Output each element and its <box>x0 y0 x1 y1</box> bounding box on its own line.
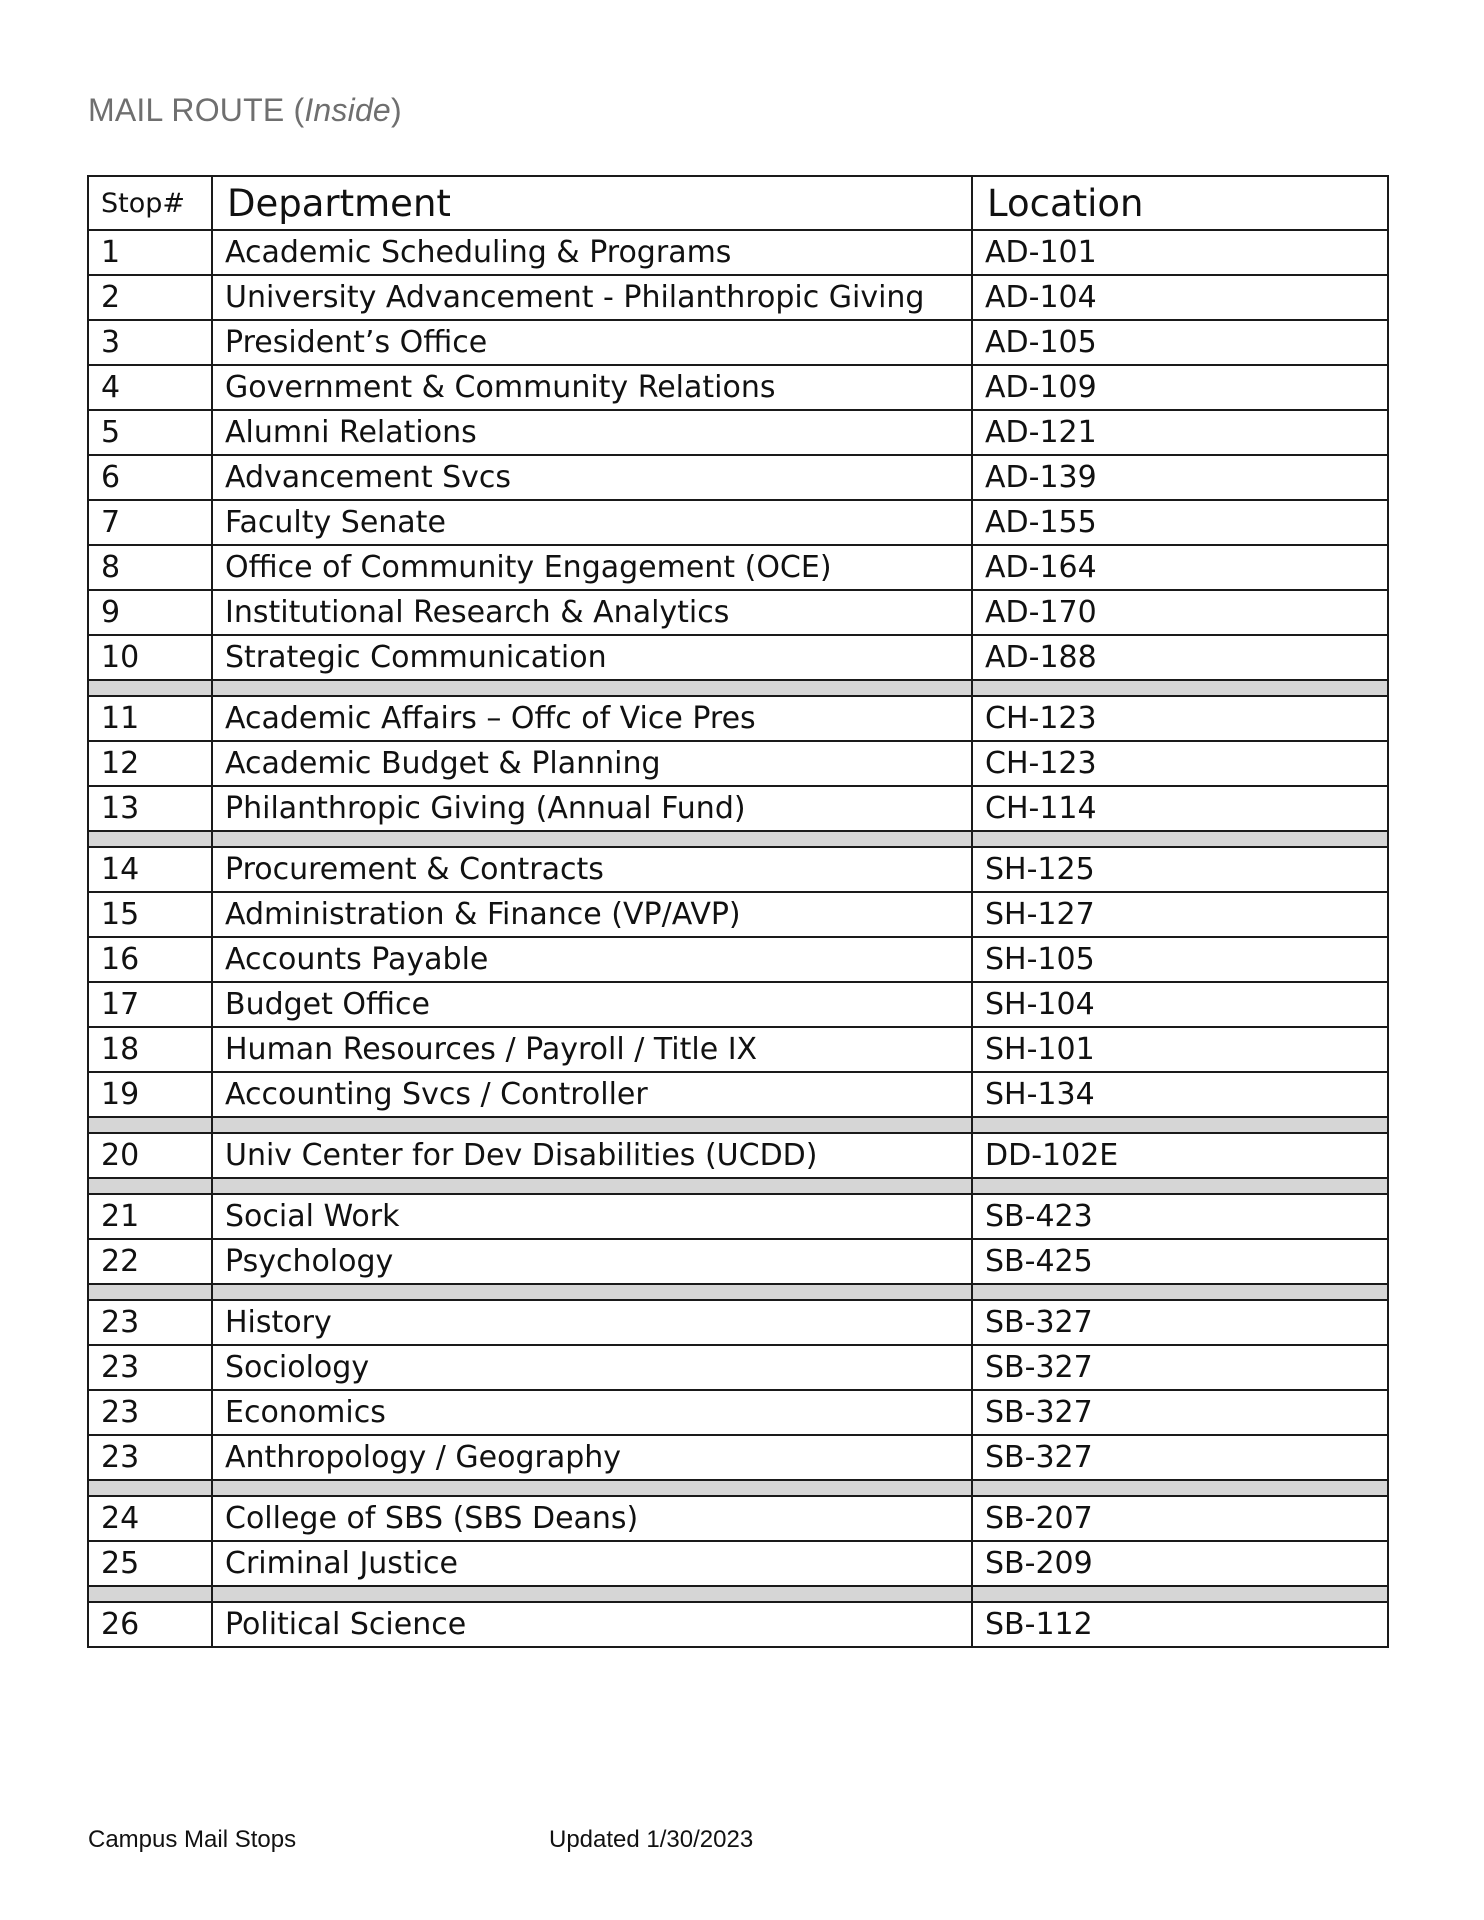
location-cell: SB-423 <box>972 1194 1388 1239</box>
stop-cell: 14 <box>88 847 212 892</box>
separator-cell <box>88 1284 212 1300</box>
department-cell: College of SBS (SBS Deans) <box>212 1496 972 1541</box>
separator-row <box>88 1117 1388 1133</box>
department-cell: Budget Office <box>212 982 972 1027</box>
stop-cell: 20 <box>88 1133 212 1178</box>
separator-row <box>88 1480 1388 1496</box>
stop-cell: 25 <box>88 1541 212 1586</box>
separator-cell <box>88 1586 212 1602</box>
stop-cell: 12 <box>88 741 212 786</box>
table-row <box>88 1390 1388 1435</box>
location-cell: SB-327 <box>972 1390 1388 1435</box>
stop-cell: 17 <box>88 982 212 1027</box>
location-cell: SB-207 <box>972 1496 1388 1541</box>
stop-cell: 23 <box>88 1390 212 1435</box>
location-cell: SB-425 <box>972 1239 1388 1284</box>
table-row <box>88 1194 1388 1239</box>
department-cell: President’s Office <box>212 320 972 365</box>
table-row <box>88 1496 1388 1541</box>
footer-left: Campus Mail Stops <box>88 1826 297 1853</box>
stop-cell: 21 <box>88 1194 212 1239</box>
location-cell: AD-101 <box>972 230 1388 275</box>
department-cell: Alumni Relations <box>212 410 972 455</box>
table-row <box>88 696 1388 741</box>
stop-cell: 19 <box>88 1072 212 1117</box>
stop-cell: 4 <box>88 365 212 410</box>
department-cell: University Advancement - Philanthropic Giving <box>212 275 972 320</box>
separator-row <box>88 831 1388 847</box>
separator-cell <box>212 1586 972 1602</box>
stop-cell: 3 <box>88 320 212 365</box>
department-cell: Anthropology / Geography <box>212 1435 972 1480</box>
separator-cell <box>212 680 972 696</box>
header-location: Location <box>972 176 1388 230</box>
location-cell: SH-125 <box>972 847 1388 892</box>
location-cell: SH-104 <box>972 982 1388 1027</box>
stop-cell: 13 <box>88 786 212 831</box>
location-cell: DD-102E <box>972 1133 1388 1178</box>
stop-cell: 26 <box>88 1602 212 1647</box>
department-cell: Strategic Communication <box>212 635 972 680</box>
location-cell: CH-123 <box>972 741 1388 786</box>
title-paren-close: ) <box>390 92 402 128</box>
location-cell: AD-109 <box>972 365 1388 410</box>
stop-cell: 23 <box>88 1345 212 1390</box>
department-cell: Political Science <box>212 1602 972 1647</box>
separator-row <box>88 680 1388 696</box>
department-cell: Procurement & Contracts <box>212 847 972 892</box>
department-cell: Human Resources / Payroll / Title IX <box>212 1027 972 1072</box>
table-row <box>88 410 1388 455</box>
stop-cell: 18 <box>88 1027 212 1072</box>
department-cell: Faculty Senate <box>212 500 972 545</box>
location-cell: AD-188 <box>972 635 1388 680</box>
separator-cell <box>972 1480 1388 1496</box>
stop-cell: 8 <box>88 545 212 590</box>
separator-row <box>88 1284 1388 1300</box>
department-cell: Academic Scheduling & Programs <box>212 230 972 275</box>
department-cell: Economics <box>212 1390 972 1435</box>
department-cell: Academic Affairs – Offc of Vice Pres <box>212 696 972 741</box>
table-row <box>88 1345 1388 1390</box>
location-cell: AD-139 <box>972 455 1388 500</box>
location-cell: SB-112 <box>972 1602 1388 1647</box>
separator-row <box>88 1178 1388 1194</box>
location-cell: AD-164 <box>972 545 1388 590</box>
location-cell: SB-327 <box>972 1300 1388 1345</box>
title-main: MAIL ROUTE <box>88 92 285 128</box>
table-row <box>88 1239 1388 1284</box>
stop-cell: 16 <box>88 937 212 982</box>
department-cell: Advancement Svcs <box>212 455 972 500</box>
title-paren-open: ( <box>293 92 305 128</box>
separator-cell <box>972 1178 1388 1194</box>
table-row <box>88 635 1388 680</box>
department-cell: Administration & Finance (VP/AVP) <box>212 892 972 937</box>
table-row <box>88 937 1388 982</box>
department-cell: History <box>212 1300 972 1345</box>
department-cell: Academic Budget & Planning <box>212 741 972 786</box>
location-cell: SH-105 <box>972 937 1388 982</box>
table-row <box>88 741 1388 786</box>
stop-cell: 2 <box>88 275 212 320</box>
location-cell: SH-101 <box>972 1027 1388 1072</box>
header-department: Department <box>212 176 972 230</box>
table-header-row <box>88 176 1388 230</box>
separator-cell <box>972 831 1388 847</box>
location-cell: AD-155 <box>972 500 1388 545</box>
stop-cell: 7 <box>88 500 212 545</box>
table-row <box>88 275 1388 320</box>
separator-cell <box>212 1284 972 1300</box>
stop-cell: 24 <box>88 1496 212 1541</box>
department-cell: Criminal Justice <box>212 1541 972 1586</box>
stop-cell: 23 <box>88 1435 212 1480</box>
separator-cell <box>972 1586 1388 1602</box>
separator-row <box>88 1586 1388 1602</box>
table-row <box>88 545 1388 590</box>
location-cell: AD-121 <box>972 410 1388 455</box>
table-row <box>88 320 1388 365</box>
stop-cell: 1 <box>88 230 212 275</box>
separator-cell <box>88 1178 212 1194</box>
department-cell: Philanthropic Giving (Annual Fund) <box>212 786 972 831</box>
location-cell: SB-327 <box>972 1345 1388 1390</box>
department-cell: Accounts Payable <box>212 937 972 982</box>
table-body <box>88 230 1388 1647</box>
table-row <box>88 1133 1388 1178</box>
separator-cell <box>88 1480 212 1496</box>
location-cell: CH-114 <box>972 786 1388 831</box>
stop-cell: 9 <box>88 590 212 635</box>
separator-cell <box>212 1117 972 1133</box>
stop-cell: 10 <box>88 635 212 680</box>
table-row <box>88 1300 1388 1345</box>
table-row <box>88 982 1388 1027</box>
separator-cell <box>212 831 972 847</box>
location-cell: SB-209 <box>972 1541 1388 1586</box>
department-cell: Institutional Research & Analytics <box>212 590 972 635</box>
table-row <box>88 1602 1388 1647</box>
department-cell: Social Work <box>212 1194 972 1239</box>
location-cell: AD-104 <box>972 275 1388 320</box>
table-row <box>88 365 1388 410</box>
location-cell: SB-327 <box>972 1435 1388 1480</box>
table-row <box>88 786 1388 831</box>
page-title <box>88 92 402 129</box>
title-qualifier: Inside <box>304 92 391 128</box>
table-row <box>88 500 1388 545</box>
location-cell: CH-123 <box>972 696 1388 741</box>
department-cell: Office of Community Engagement (OCE) <box>212 545 972 590</box>
department-cell: Accounting Svcs / Controller <box>212 1072 972 1117</box>
table-row <box>88 1027 1388 1072</box>
table-row <box>88 892 1388 937</box>
table-row <box>88 455 1388 500</box>
separator-cell <box>88 680 212 696</box>
location-cell: SH-134 <box>972 1072 1388 1117</box>
separator-cell <box>212 1480 972 1496</box>
department-cell: Psychology <box>212 1239 972 1284</box>
mail-route-table <box>87 175 1389 1648</box>
location-cell: SH-127 <box>972 892 1388 937</box>
stop-cell: 6 <box>88 455 212 500</box>
separator-cell <box>88 831 212 847</box>
table-row <box>88 1072 1388 1117</box>
table-row <box>88 590 1388 635</box>
separator-cell <box>88 1117 212 1133</box>
stop-cell: 15 <box>88 892 212 937</box>
separator-cell <box>972 1117 1388 1133</box>
separator-cell <box>972 680 1388 696</box>
header-stop: Stop# <box>88 176 212 230</box>
table-row <box>88 230 1388 275</box>
table-row <box>88 1435 1388 1480</box>
location-cell: AD-170 <box>972 590 1388 635</box>
separator-cell <box>972 1284 1388 1300</box>
department-cell: Government & Community Relations <box>212 365 972 410</box>
footer-updated: Updated 1/30/2023 <box>549 1826 754 1853</box>
stop-cell: 11 <box>88 696 212 741</box>
department-cell: Univ Center for Dev Disabilities (UCDD) <box>212 1133 972 1178</box>
location-cell: AD-105 <box>972 320 1388 365</box>
table-row <box>88 847 1388 892</box>
stop-cell: 22 <box>88 1239 212 1284</box>
department-cell: Sociology <box>212 1345 972 1390</box>
stop-cell: 23 <box>88 1300 212 1345</box>
table-row <box>88 1541 1388 1586</box>
separator-cell <box>212 1178 972 1194</box>
stop-cell: 5 <box>88 410 212 455</box>
